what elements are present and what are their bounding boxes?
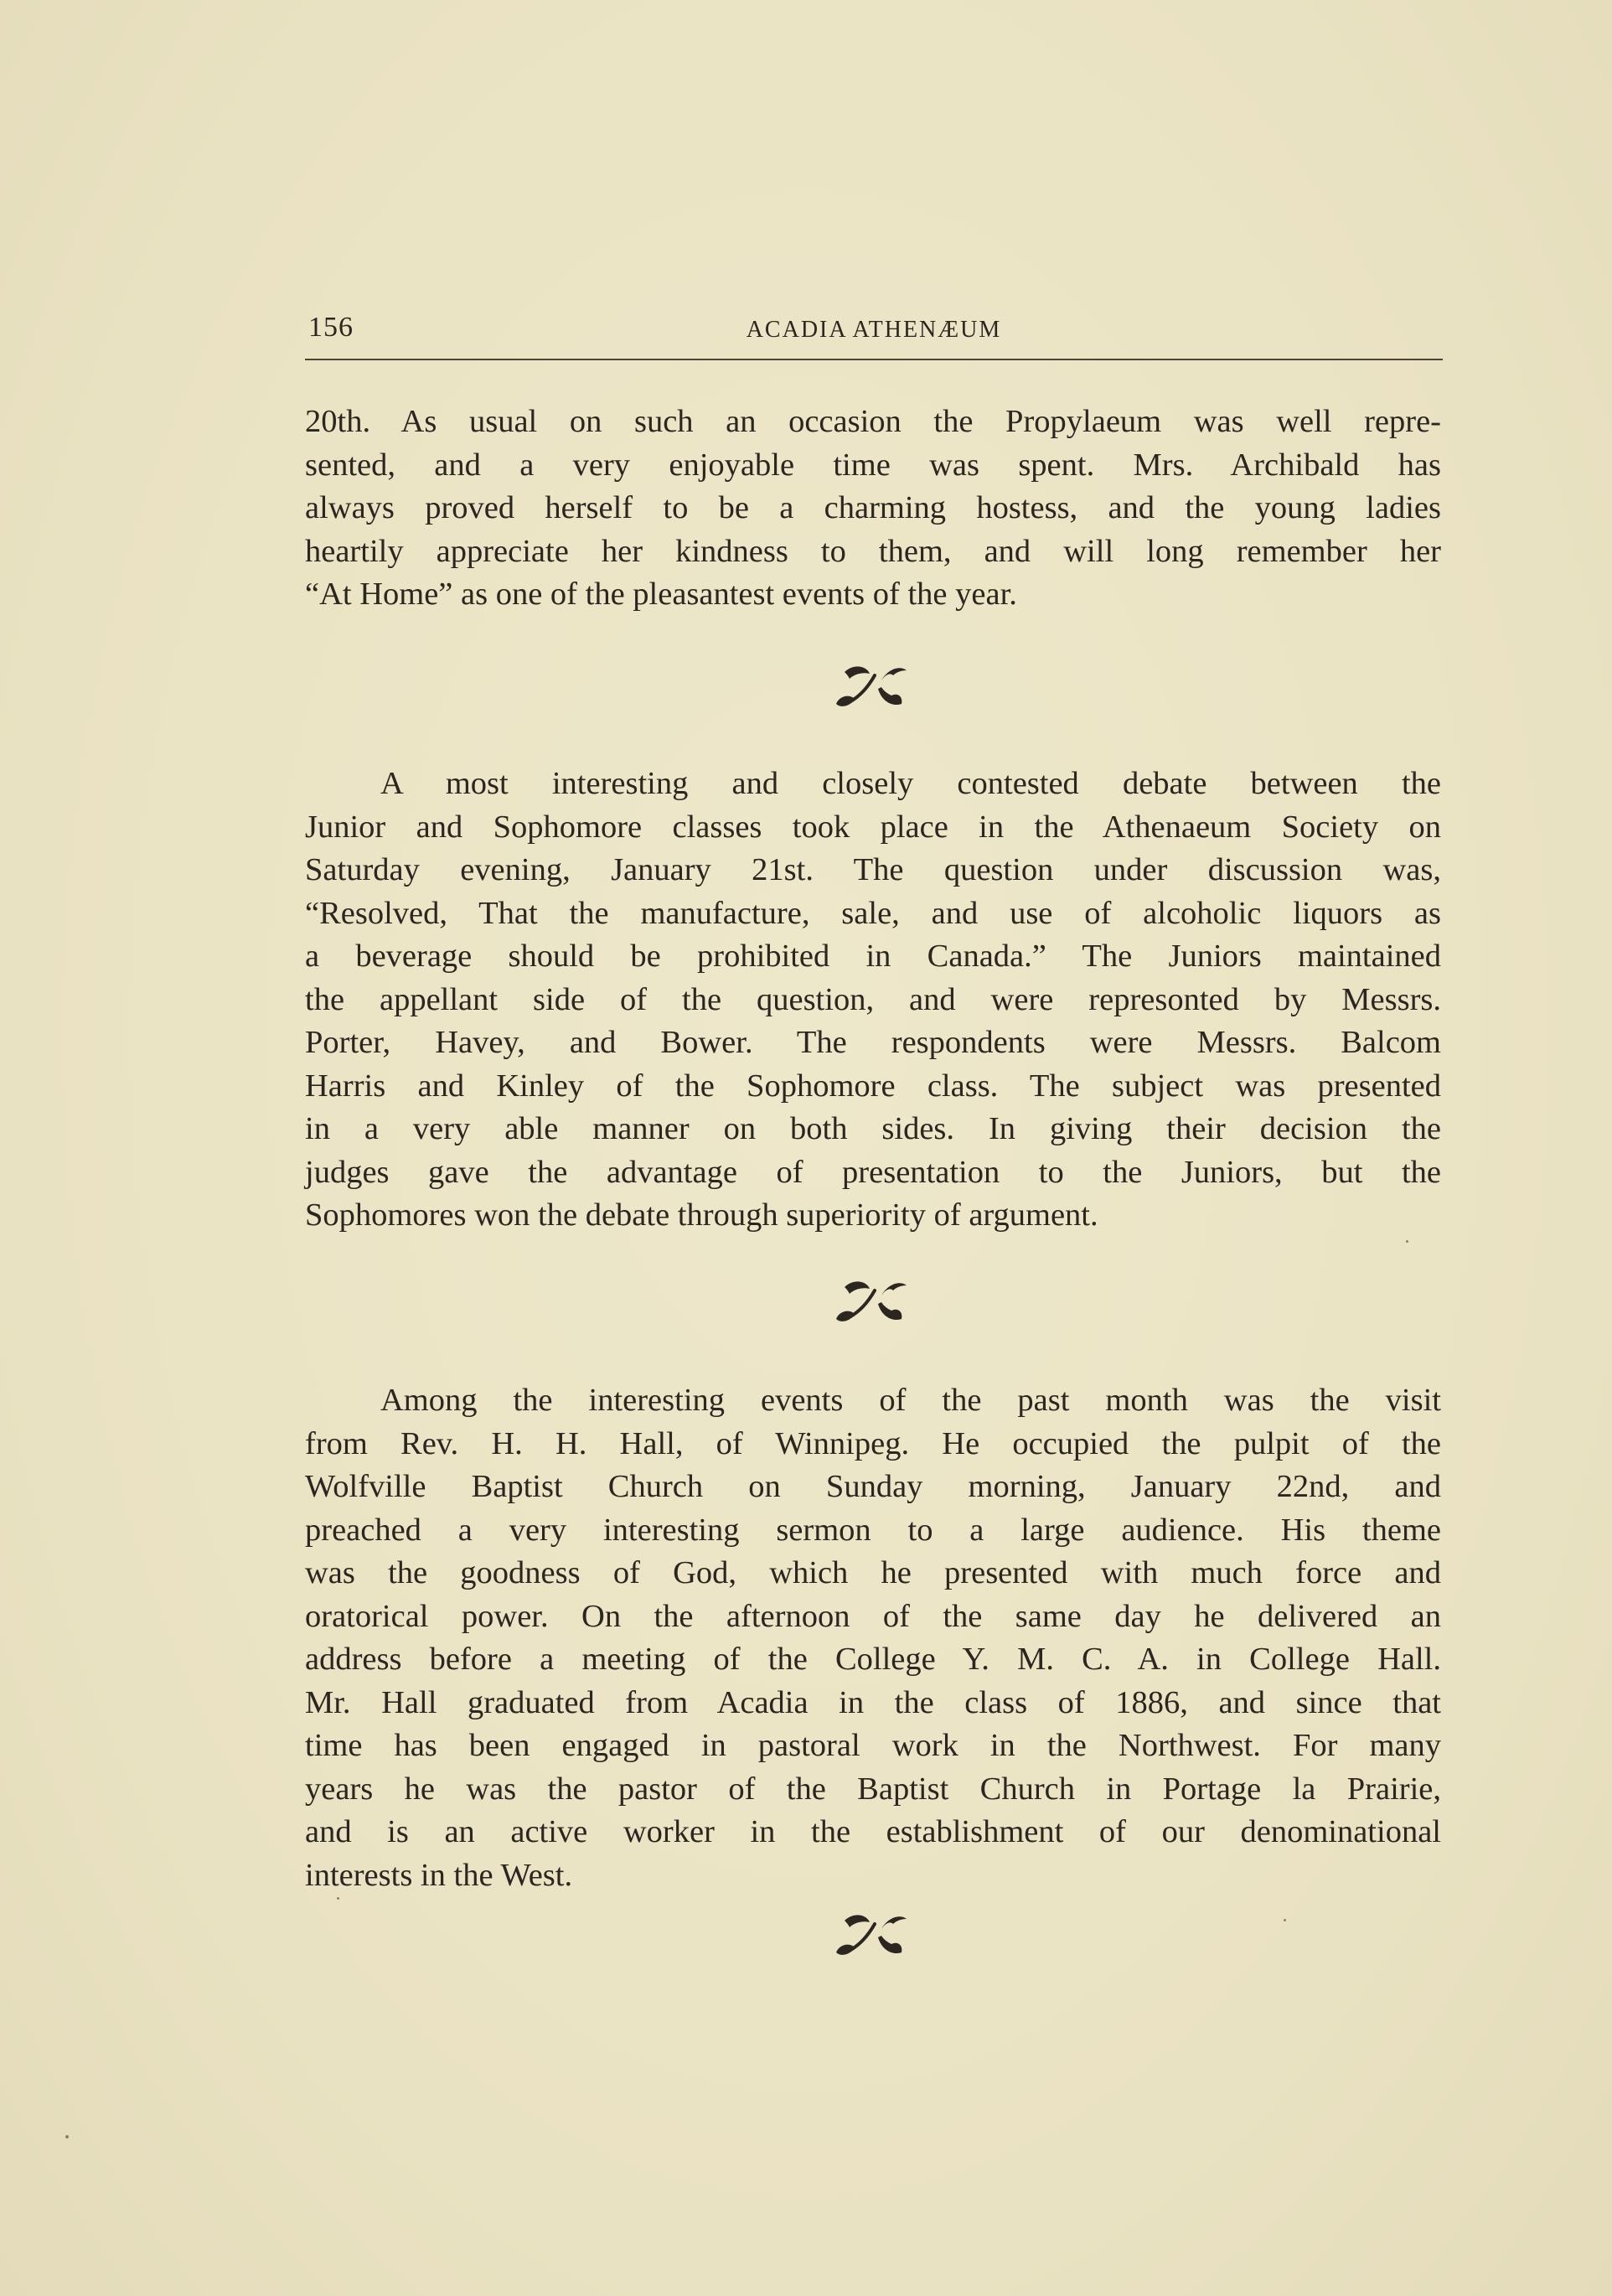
fleuron-ornament-icon xyxy=(829,655,913,716)
paragraph-line: A most interesting and closely contested debate between the xyxy=(380,766,1441,801)
paragraph-line: in a very able manner on both sides. In giving their decision the xyxy=(305,1111,1441,1146)
paragraph-line: sented, and a very enjoyable time was spent. Mrs. Archibald has xyxy=(305,447,1441,483)
paragraph-line: Saturday evening, January 21st. The question under discussion was, xyxy=(305,852,1441,887)
journal-title: ACADIA ATHENÆUM xyxy=(746,317,1002,343)
paragraph-line: was the goodness of God, which he presented with much force and xyxy=(305,1555,1441,1590)
fleuron-ornament-icon xyxy=(829,1904,913,1964)
paragraph-line: Harris and Kinley of the Sophomore class. The subject was presented xyxy=(305,1068,1441,1104)
paragraph-line: Mr. Hall graduated from Acadia in the class of 1886, and since that xyxy=(305,1684,1441,1720)
paragraph-line: years he was the pastor of the Baptist Church in Portage la Prairie, xyxy=(305,1771,1441,1807)
paragraph-line: Porter, Havey, and Bower. The respondents were Messrs. Balcom xyxy=(305,1025,1441,1060)
paragraph-line: Wolfville Baptist Church on Sunday morning, January 22nd, and xyxy=(305,1469,1441,1504)
paragraph-line: from Rev. H. H. Hall, of Winnipeg. He occupied the pulpit of the xyxy=(305,1425,1441,1461)
paper-speck xyxy=(65,2135,69,2138)
paper-speck xyxy=(337,1897,339,1900)
fleuron-ornament-icon xyxy=(829,1270,913,1331)
paragraph-line: heartily appreciate her kindness to them, and will long remember her xyxy=(305,533,1441,569)
paragraph-line: judges gave the advantage of presentation to the Juniors, but the xyxy=(305,1154,1441,1190)
paragraph-2 xyxy=(305,763,1441,1238)
paper-speck xyxy=(1284,1919,1286,1921)
paragraph-line: interests in the West. xyxy=(305,1857,573,1893)
paragraph-line: “Resolved, That the manufacture, sale, and use of alcoholic liquors as xyxy=(305,895,1441,931)
paragraph-line: the appellant side of the question, and were represonted by Messrs. xyxy=(305,981,1441,1017)
paragraph-line: preached a very interesting sermon to a large audience. His theme xyxy=(305,1512,1441,1548)
paragraph-3 xyxy=(305,1379,1441,1897)
paragraph-line: Among the interesting events of the past month was the visit xyxy=(380,1383,1441,1418)
paragraph-line: a beverage should be prohibited in Canada.” The Juniors maintained xyxy=(305,939,1441,974)
page-number: 156 xyxy=(308,312,354,343)
running-head xyxy=(305,312,1443,360)
paragraph-line: Sophomores won the debate through superiority of argument. xyxy=(305,1197,1098,1233)
paragraph-line: 20th. As usual on such an occasion the Propylaeum was well repre- xyxy=(305,404,1441,439)
paragraph-line: Junior and Sophomore classes took place in the Athenaeum Society on xyxy=(305,809,1441,845)
paragraph-line: “At Home” as one of the pleasantest events of the year. xyxy=(305,577,1017,612)
paragraph-line: always proved herself to be a charming hostess, and the young ladies xyxy=(305,490,1441,525)
paragraph-line: address before a meeting of the College Y. M. C. A. in College Hall. xyxy=(305,1642,1441,1677)
paragraph-line: time has been engaged in pastoral work in the Northwest. For many xyxy=(305,1728,1441,1763)
paragraph-line: and is an active worker in the establishment of our denominational xyxy=(305,1814,1441,1849)
paragraph-1 xyxy=(305,401,1441,617)
paragraph-line: oratorical power. On the afternoon of the same day he delivered an xyxy=(305,1598,1441,1634)
paper-speck xyxy=(1406,1240,1408,1243)
